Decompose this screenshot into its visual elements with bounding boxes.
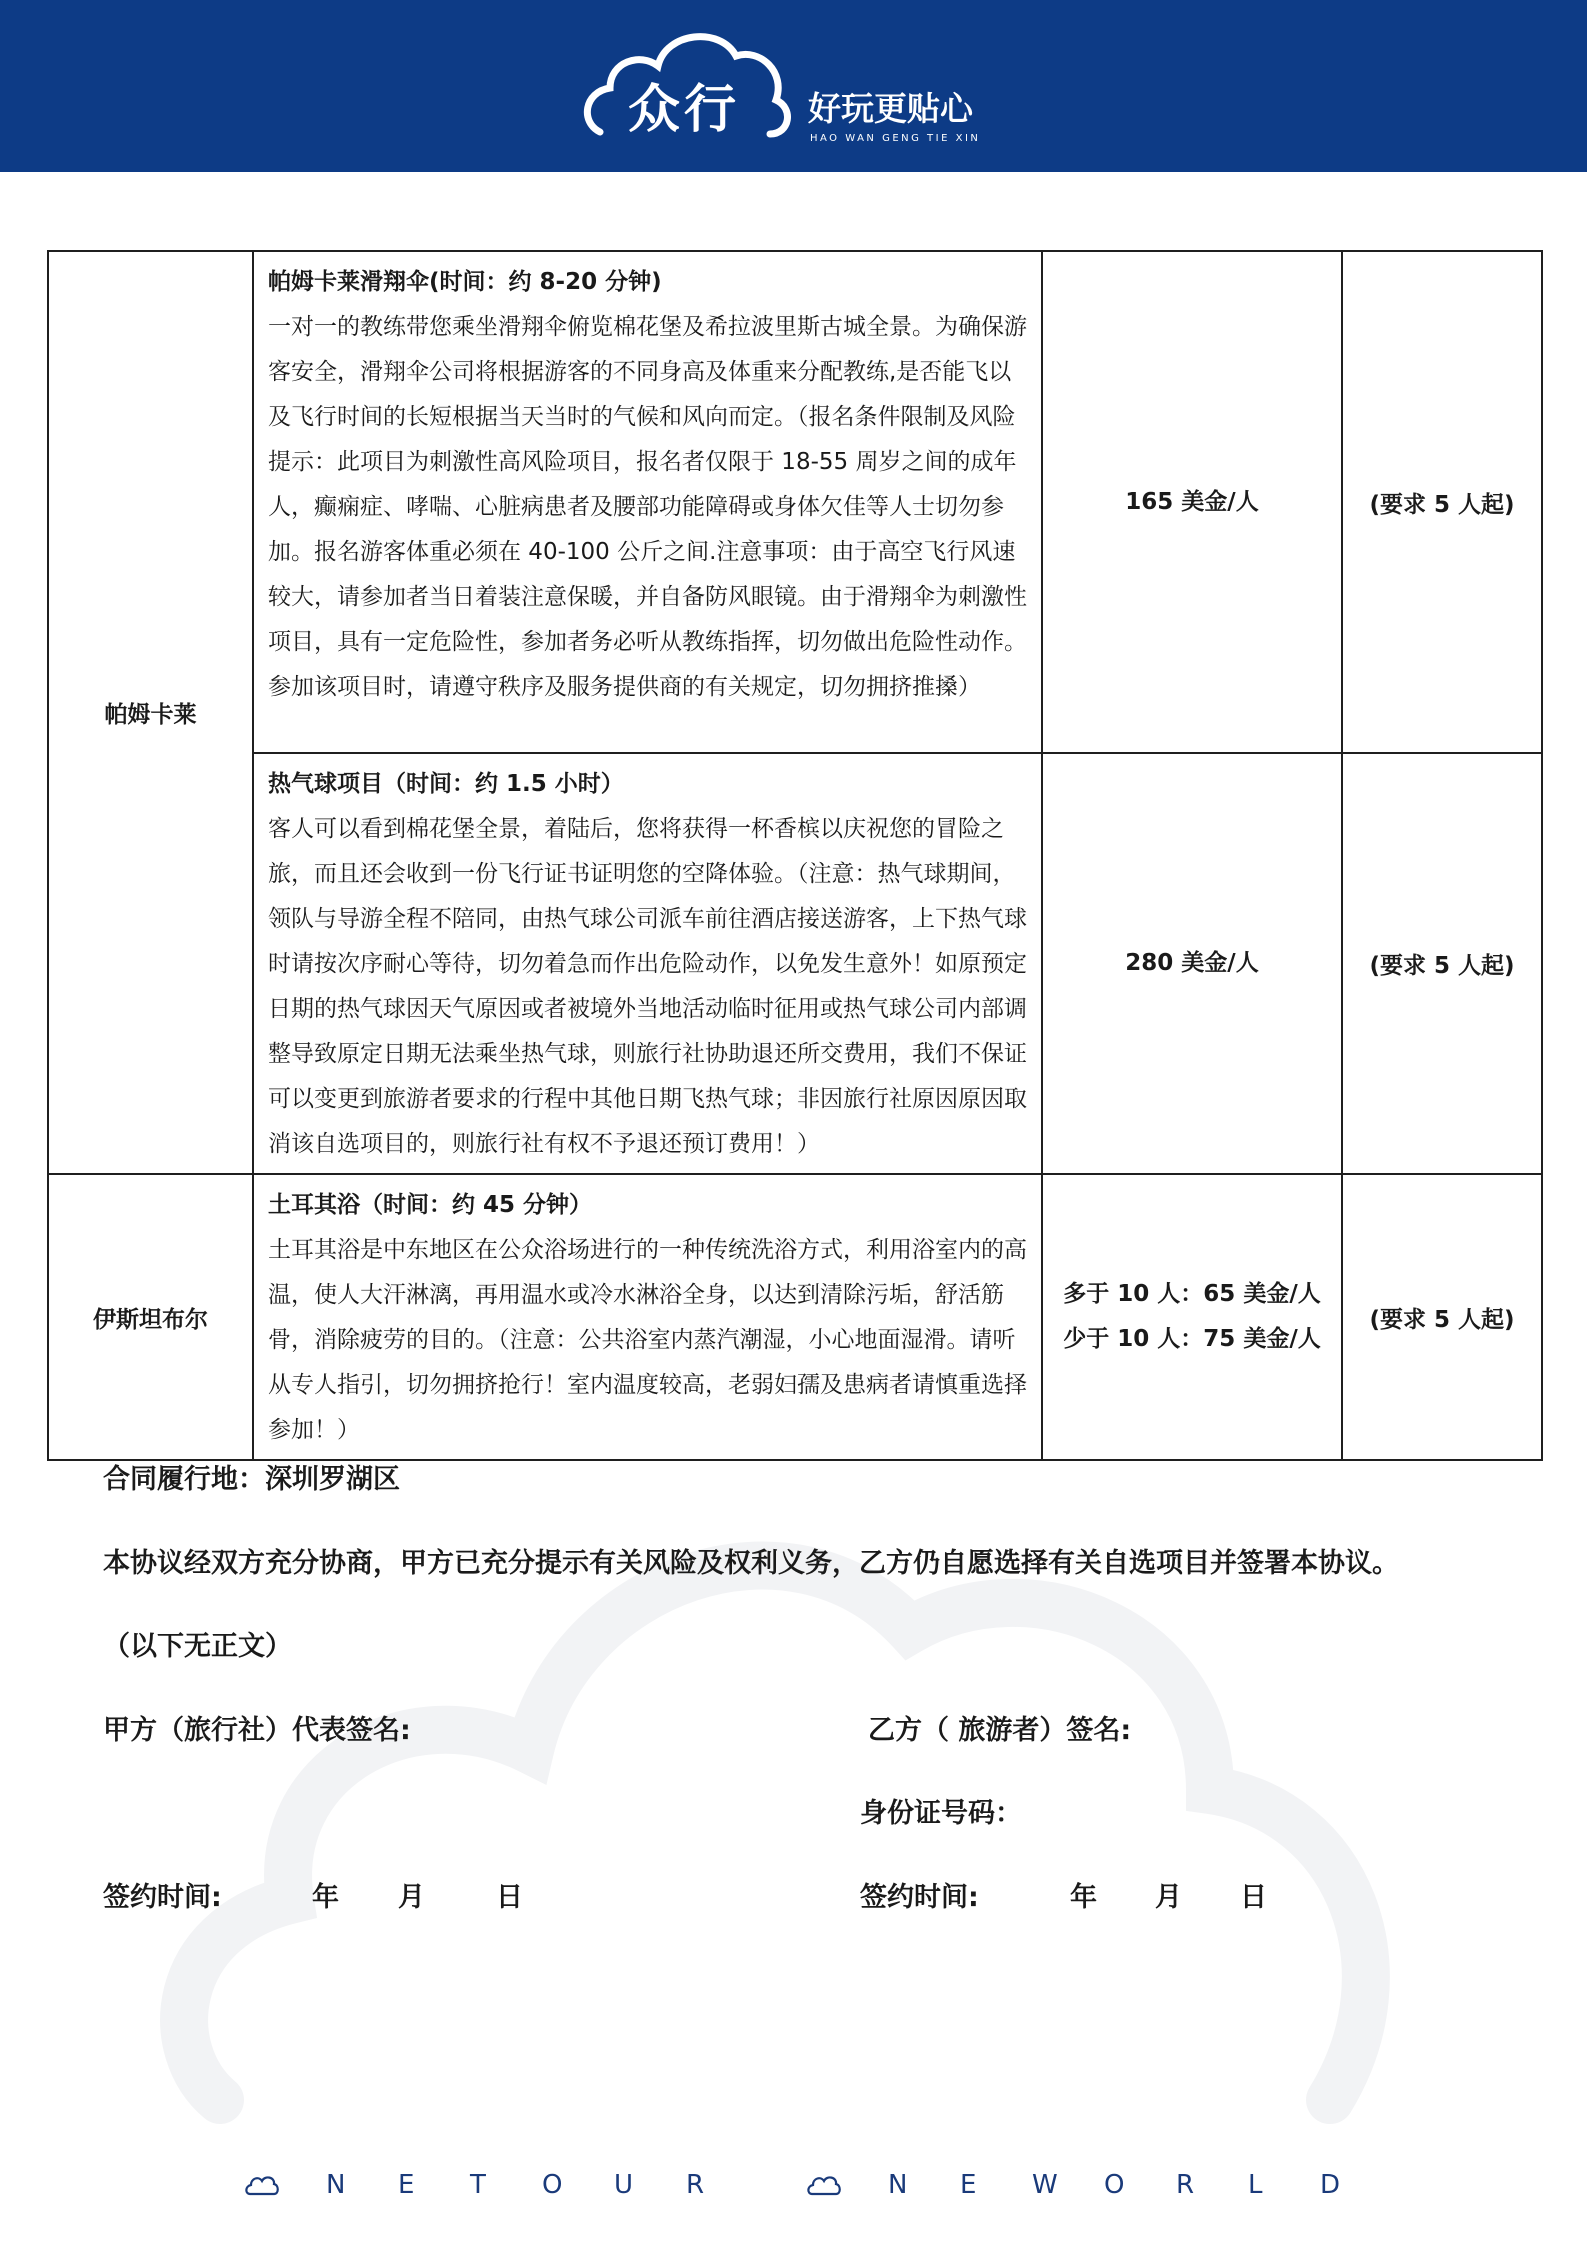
table-row bbox=[48, 753, 1542, 1174]
item-description-cell bbox=[253, 251, 1042, 753]
footer-oneworld bbox=[816, 2170, 1392, 2200]
sign-time-b-label: 签约时间: bbox=[860, 1882, 979, 1913]
price-line: 多于 10 人：65 美金/人 bbox=[1063, 1281, 1321, 1307]
item-description-cell bbox=[253, 753, 1042, 1174]
party-a-signature-label: 甲方（旅行社）代表签名: bbox=[103, 1715, 411, 1746]
sign-year-b: 年 bbox=[1070, 1882, 1097, 1913]
footer-letter: O bbox=[542, 2170, 563, 2200]
id-number-label: 身份证号码： bbox=[860, 1798, 1022, 1829]
item-description: 客人可以看到棉花堡全景，着陆后，您将获得一杯香槟以庆祝您的冒险之旅，而且还会收到一份飞行证书证明您的空降体验。（注意：热气球期间，领队与导游全程不陪同，由热气球公司派车前往酒店接送游客，上下热气球时请按次序耐心等待，切勿着急而作出危险动作，以免发生意外！如原预定日期的热气球因天气原因或者被境外当地活动临时征用或热气球公司内部调整导致原定日期无法乘坐热气球，则旅行社协助退还所交费用，我们不保证可以变更到旅游者要求的行程中其他日期飞热气球；非因旅行社原因原因取消该自选项目的，则旅行社有权不予退还预订费用！） bbox=[268, 816, 1027, 1157]
footer-onetour bbox=[254, 2170, 758, 2200]
requirement-cell: (要求 5 人起) bbox=[1342, 251, 1542, 753]
footer-letter: R bbox=[1176, 2170, 1195, 2200]
city-cell: 帕姆卡莱 bbox=[48, 251, 253, 1174]
no-more-text: （以下无正文） bbox=[103, 1631, 292, 1662]
footer-letter: N bbox=[326, 2170, 346, 2200]
footer-letter: D bbox=[1320, 2170, 1341, 2200]
contract-place: 合同履行地：深圳罗湖区 bbox=[103, 1464, 400, 1495]
brand-logo bbox=[580, 22, 1020, 152]
sign-day-a: 日 bbox=[496, 1882, 523, 1913]
item-title: 土耳其浴（时间：约 45 分钟） bbox=[268, 1192, 593, 1218]
footer-letter: N bbox=[888, 2170, 908, 2200]
city-cell: 伊斯坦布尔 bbox=[48, 1174, 253, 1460]
footer-letter: E bbox=[398, 2170, 415, 2200]
footer-letter: O bbox=[1104, 2170, 1125, 2200]
footer-letter: L bbox=[1248, 2170, 1263, 2200]
price-cell: 165 美金/人 bbox=[1042, 251, 1342, 753]
logo-subtitle: HAO WAN GENG TIE XIN bbox=[810, 133, 981, 144]
logo-main-text: 众行 bbox=[628, 80, 741, 140]
price-cell: 280 美金/人 bbox=[1042, 753, 1342, 1174]
footer-letter: E bbox=[960, 2170, 977, 2200]
sign-day-b: 日 bbox=[1240, 1882, 1267, 1913]
footer-letter: W bbox=[1032, 2170, 1058, 2200]
item-description: 一对一的教练带您乘坐滑翔伞俯览棉花堡及希拉波里斯古城全景。为确保游客安全，滑翔伞公司将根据游客的不同身高及体重来分配教练,是否能飞以及飞行时间的长短根据当天当时的气候和风向而定。（报名条件限制及风险提示：此项目为刺激性高风险项目，报名者仅限于 18-55 周岁之间的成年人，癫痫症、哮喘、心脏病患者及腰部功能障碍或身体欠佳等人士切勿参加。报名游客体重必须在 40-100 公斤之间.注意事项：由于高空飞行风速较大，请参加者当日着装注意保暖，并自备防风眼镜。由于滑翔伞为刺激性项目，具有一定危险性，参加者务必听从教练指挥，切勿做出危险性动作。参加该项目时，请遵守秩序及服务提供商的有关规定，切勿拥挤推搡） bbox=[268, 314, 1027, 700]
footer-letter: T bbox=[470, 2170, 486, 2200]
footer-letter: U bbox=[614, 2170, 634, 2200]
item-description-cell bbox=[253, 1174, 1042, 1460]
table-row bbox=[48, 251, 1542, 753]
sign-year-a: 年 bbox=[312, 1882, 339, 1913]
sign-month-a: 月 bbox=[398, 1882, 425, 1913]
contract-statement: 本协议经双方充分协商，甲方已充分提示有关风险及权利义务，乙方仍自愿选择有关自选项目并签署本协议。 bbox=[103, 1548, 1399, 1579]
item-description: 土耳其浴是中东地区在公众浴场进行的一种传统洗浴方式，利用浴室内的高温，使人大汗淋漓，再用温水或冷水淋浴全身，以达到清除污垢，舒活筋骨，消除疲劳的目的。（注意：公共浴室内蒸汽潮湿，小心地面湿滑。请听从专人指引，切勿拥挤抢行！室内温度较高，老弱妇孺及患病者请慎重选择参加！） bbox=[268, 1237, 1027, 1443]
sign-time-a-label: 签约时间: bbox=[103, 1882, 222, 1913]
optional-items-table bbox=[47, 250, 1543, 1461]
price-cell bbox=[1042, 1174, 1342, 1460]
cloud-watermark-icon bbox=[150, 1410, 1440, 2130]
item-title: 帕姆卡莱滑翔伞(时间：约 8-20 分钟) bbox=[268, 269, 662, 295]
party-b-signature-label: 乙方（ 旅游者）签名: bbox=[868, 1715, 1132, 1746]
requirement-cell: (要求 5 人起) bbox=[1342, 753, 1542, 1174]
table-row bbox=[48, 1174, 1542, 1460]
page-header bbox=[0, 0, 1587, 172]
sign-month-b: 月 bbox=[1155, 1882, 1182, 1913]
footer-letter: R bbox=[686, 2170, 705, 2200]
price-line: 少于 10 人：75 美金/人 bbox=[1063, 1326, 1321, 1352]
requirement-cell: (要求 5 人起) bbox=[1342, 1174, 1542, 1460]
logo-tagline: 好玩更贴心 bbox=[808, 89, 973, 128]
item-title: 热气球项目（时间：约 1.5 小时） bbox=[268, 771, 624, 797]
